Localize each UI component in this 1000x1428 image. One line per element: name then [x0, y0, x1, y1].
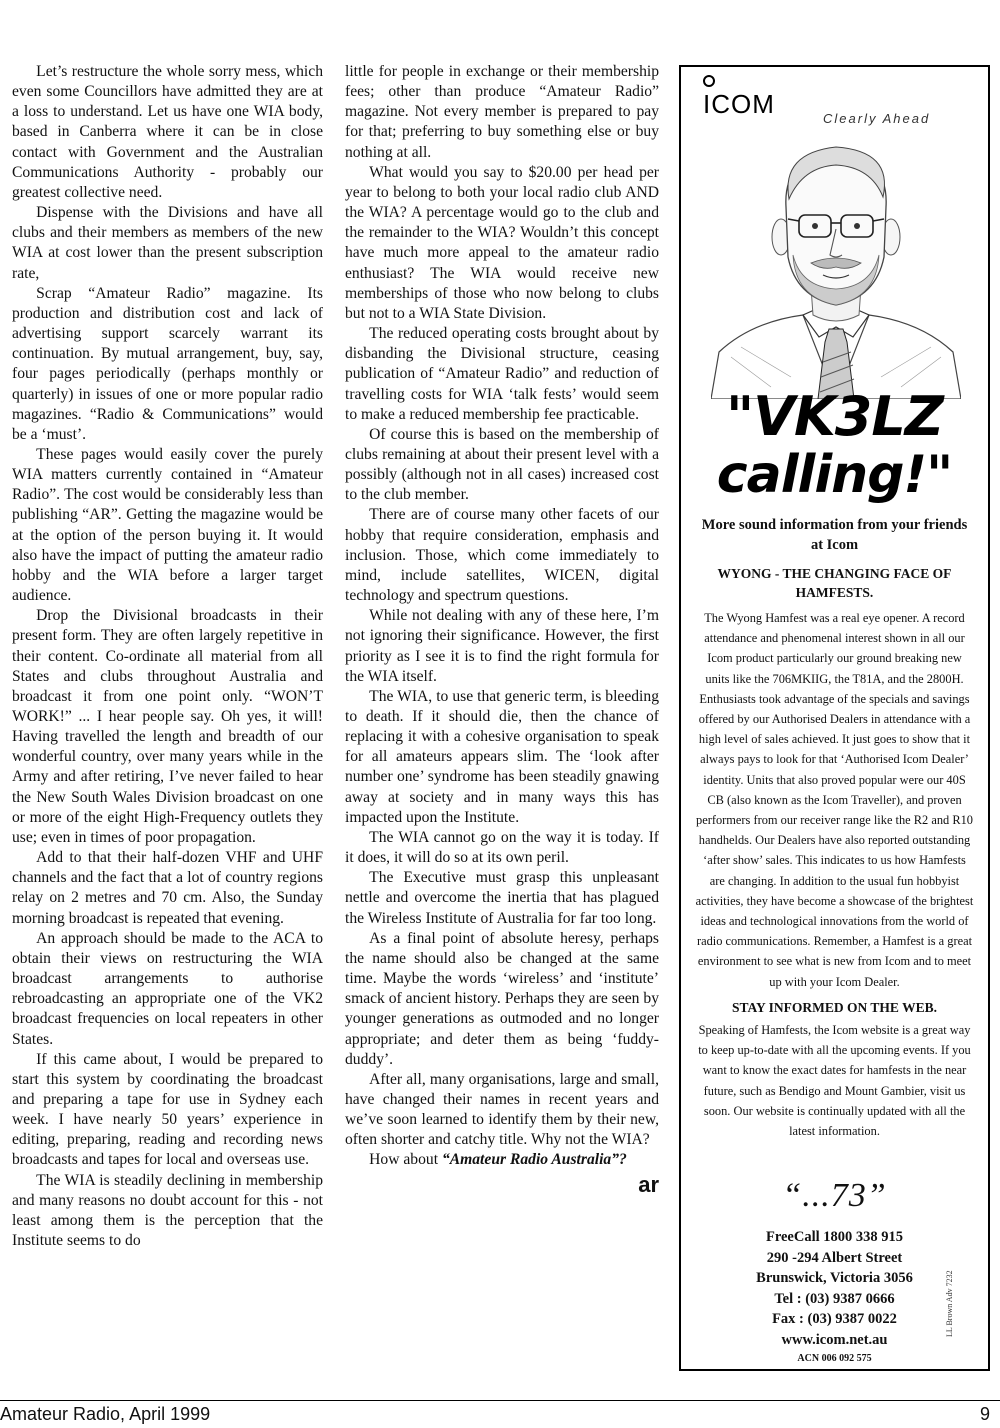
paragraph: These pages would easily cover the purely WIA matters currently contained in “Amateur Radio”. The cost would be considerably less than publishing “AR”. Getting the magazine would be at the option of the person buying it. It would also have the impact of putting the amateur radio hobby and the WIA before a larger target audience.	[12, 445, 323, 605]
acn-number: ACN 006 092 575	[797, 1353, 872, 1364]
paragraph: Scrap “Amateur Radio” magazine. Its production and distribution cost and lack of advertising support scarcely warrant its continuation. By mutual arrangement, buy, say, four pages periodically (perhaps monthly or quarterly) in issues of one or more popular radio magazines. “Radio & Communications” would be a ‘must’.	[12, 284, 323, 443]
section-body-hamfests: The Wyong Hamfest was a real eye opener. A record attendance and phenomenal interest shown in all our Icom product particularly our ground breaking new units like the 706MKIIG, the T81A, and the 2800H. Enthusiasts took advantage of the specials and savings offered by our Authorised Dealers in attendance with a high level of sales achieved. It just goes to show that it always pays to look for that ‘Authorised Icom Dealer’ identity. Units that also proved popular were our 40S CB (also known as the Icom Traveller), and proven performers from our receiver range like the R2 and R10 handhelds. Our Dealers have also reported outstanding ‘after show’ sales. This indicates to us how Hamfests are changing. In addition to the usual fun hobbyist activities, they have become a showcase of the brightest ideas and technological innovations from the world of radio communications. Remember, a Hamfest is a great environment to see what is new from Icom and to meet up with your Icom Dealer.	[695, 611, 974, 989]
website-link[interactable]: www.icom.net.au	[781, 1331, 888, 1348]
paragraph: The WIA is steadily declining in membership and many reasons no doubt account for this - not least among them is the perception that the Institute seems to do	[12, 1171, 323, 1250]
paragraph: Drop the Divisional broadcasts in their present form. They are often largely repetitive in their content. Co-ordinate all material from all States and clubs throughout Australia and broadcast it from one point only. “WON’T WORK!” ... I hear people say. Oh yes, it will! Having travelled the length and breadth of our wonderful country, over many years while in the Army and after retiring, I’ve never failed to hear the New South Wales Division broadcast on one or more of the eight High-Frequency outlets they use; even in times of poor propagation.	[12, 607, 323, 846]
ad-signoff-73: “...73”	[782, 1177, 887, 1214]
section-title-hamfests: WYONG - THE CHANGING FACE OF HAMFESTS.	[717, 566, 952, 600]
article-column-1	[12, 62, 323, 1251]
footer-rule	[0, 1400, 1000, 1401]
footer-publication: Amateur Radio, April 1999	[0, 1404, 211, 1424]
paragraph: Of course this is based on the membership of clubs remaining at about their present level with a possibly (although not in all cases) increased cost to the club member.	[345, 425, 659, 504]
paragraph: What would you say to $20.00 per head per year to belong to both your local radio club AND the WIA? A percentage would go to the club and the remainder to the WIA? Wouldn’t this concept have much more appeal to the amateur radio enthusiast? The WIA would receive new memberships of those who now belong to clubs but not to a WIA State Division.	[345, 163, 659, 322]
freecall-number: FreeCall 1800 338 915	[765, 1229, 904, 1245]
address-line-2: Brunswick, Victoria 3056	[756, 1270, 913, 1286]
paragraph: There are of course many other facets of our hobby that require consideration, emphasis and inclusion. Those, which come immediately to mind, include satellites, WICEN, digital technology and spectrum questions.	[345, 506, 659, 605]
agency-credit: LL Brown Adv 7232	[945, 1270, 954, 1337]
icom-advertisement	[679, 65, 990, 1371]
paragraph: The reduced operating costs brought about by disbanding the Divisional structure, ceasing publication of “Amateur Radio” and reduction of travelling costs for WIA ‘talk fests’ would seem to make a reduced membership fee practicable.	[345, 325, 659, 423]
ad-tagline: Clearly Ahead	[823, 111, 931, 126]
portrait-illustration	[711, 137, 961, 399]
paragraph: While not dealing with any of these here, I’m not ignoring their significance. However, the first priority as I see it is to find the right formula for the WIA itself.	[345, 607, 659, 685]
ad-body	[695, 564, 974, 1141]
telephone: Tel : (03) 9387 0666	[774, 1290, 895, 1307]
paragraph: Add to that their half-dozen VHF and UHF channels and the fact that a lot of country regions relay on 2 metres and 70 cm. Also, the Sunday morning broadcast is repeated that evening.	[12, 849, 323, 927]
paragraph: The Executive must grasp this unpleasant nettle and overcome the inertia that has plagued the Wireless Institute of Australia for far too long.	[345, 869, 659, 927]
icom-logo	[703, 89, 775, 120]
closing-paragraph	[345, 1150, 659, 1170]
paragraph: An approach should be made to the ACA to obtain their views on restructuring the WIA broadcast arrangements to authorise rebroadcasting an appropriate one of the VK2 broadcast frequencies on local repeaters in other States.	[12, 929, 323, 1048]
article-column-2	[345, 62, 659, 1195]
paragraph: Let’s restructure the whole sorry mess, which even some Councillors have admitted they are at a loss to understand. Let us have one WIA body, based in Canberra where it can be in close contact with Government and the Australian Communications Authority - probably our greatest collective need.	[12, 63, 323, 201]
closing-prefix: How about	[369, 1151, 442, 1169]
section-title-web: STAY INFORMED ON THE WEB.	[732, 999, 937, 1015]
paragraph: As a final point of absolute heresy, perhaps the name should also be changed at the same time. Maybe the words ‘wireless’ and ‘institute’ smack of ancient history. Perhaps they are seen by younger generations as outmoded and no longer appropriate; and deter them as being ‘fuddy-duddy’.	[345, 929, 659, 1068]
brand-name: ICOM	[703, 89, 775, 119]
paragraph: The WIA cannot go on the way it is today. If it does, it will do so at its own peril.	[345, 828, 659, 867]
paragraph: little for people in exchange or their membership fees; other than produce “Amateur Radio” magazine. Not every member is prepared to pay for that; preferring to buy something else or buy nothing at all.	[345, 63, 659, 161]
logo-circle-icon	[703, 75, 715, 87]
section-body-web: Speaking of Hamfests, the Icom website is a great way to keep up-to-date with all the upcoming events. If you want to know the exact dates for hamfests in the near future, such as Bendigo and Mount Gambier, visit us soon. Our website is continually updated with all the latest information.	[698, 1023, 971, 1139]
closing-emphasis: “Amateur Radio Australia”?	[441, 1151, 627, 1169]
paragraph: After all, many organisations, large and small, have changed their names in recent years and we’ve soon learned to identify them by their new, often shorter and catchy title. Why not the WIA?	[345, 1070, 659, 1149]
paragraph: Dispense with the Divisions and have all clubs and their members as members of the new WIA at cost lower than the present subscription rate,	[12, 204, 323, 282]
paragraph: The WIA, to use that generic term, is bleeding to death. If it should die, then the chance of replacing it with a cohesive organisation to speak for all amateurs appears slim. The ‘look after number one’ syndrome has been steadily gnawing away at society and in many ways this has impacted upon the Institute.	[345, 687, 659, 826]
ad-contact-block	[711, 1227, 958, 1368]
footer-page-number: 9	[979, 1404, 990, 1424]
ad-intro: More sound information from your friends at Icom	[701, 517, 968, 553]
headline-callsign: "VK3LZ	[726, 385, 943, 448]
fax: Fax : (03) 9387 0022	[772, 1311, 897, 1327]
paragraph: If this came about, I would be prepared to start this system by coordinating the broadcast and preparing a tape for use in Sydney each week. I have nearly 50 years’ experience in editing, preparing, reading and recording news broadcasts and tapes for local and overseas use.	[12, 1050, 323, 1169]
article-signoff: ar	[638, 1171, 659, 1197]
address-line-1: 290 -294 Albert Street	[766, 1249, 903, 1266]
headline-calling: calling!"	[716, 445, 953, 505]
